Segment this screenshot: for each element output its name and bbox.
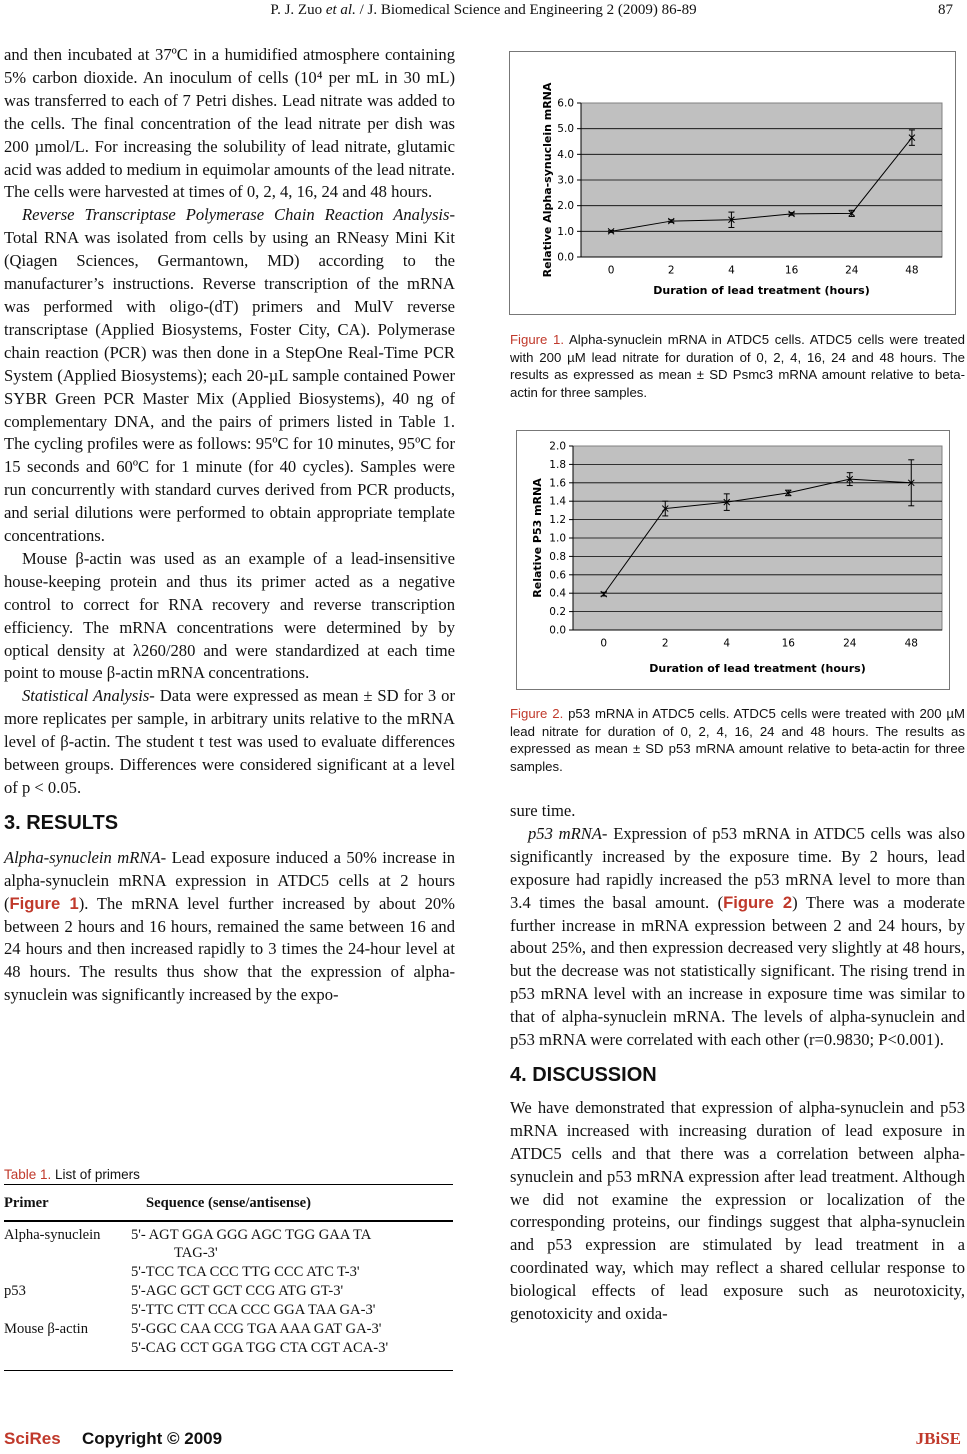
table-header-primer: Primer	[4, 1195, 49, 1211]
y-axis-label: Relative P53 mRNA	[531, 478, 544, 598]
x-tick-label: 0	[600, 637, 608, 650]
x-tick-label: 48	[904, 637, 918, 650]
header-etal: et al.	[325, 2, 356, 18]
x-tick-label: 2	[667, 264, 675, 277]
figure-2-chart-frame	[516, 430, 950, 690]
figure-2-chart	[517, 431, 949, 689]
right-column	[510, 800, 965, 1326]
table-label: Table 1.	[4, 1167, 52, 1182]
x-tick-label: 24	[843, 637, 857, 650]
paragraph-rtpcr	[4, 204, 455, 548]
y-tick-label: 0.6	[549, 569, 566, 582]
alpha-synuclein-heading: Alpha-synuclein mRNA-	[4, 847, 167, 867]
table-cell-seq: TAG-3'	[174, 1245, 218, 1261]
table-cell-primer: Mouse β-actin	[4, 1321, 89, 1337]
y-tick-label: 0.0	[557, 251, 574, 264]
figure-1-caption-text: Alpha-synuclein mRNA in ATDC5 cells. ATDC5 cells were treated with 200 µM lead nitrate for duration of 0, 2, 4, 16, 24 and 48 hours. The results as expressed as mean ± SD Psmc3 mRNA amount relative to beta-actin for three samples.	[510, 332, 966, 400]
x-axis-label: Duration of lead treatment (hours)	[653, 284, 870, 297]
x-axis-label: Duration of lead treatment (hours)	[649, 662, 866, 675]
paragraph-methods-culture: and then incubated at 37ºC in a humidified atmosphere containing 5% carbon dioxide. An inoculum of cells (10⁴ per mL in 30 mL) was transferred to each of 7 Petri dishes. Lead nitrate was added to the cells. The final concentration of the lead nitrate per dish was 200 µmol/L. For increasing the solubility of lead nitrate, glutamic acid was added to medium in equimolar amounts of the lead nitrate. The cells were harvested at times of 0, 2, 4, 16, 24 and 48 hours.	[4, 45, 455, 202]
figure-1-chart-frame	[509, 51, 956, 315]
paragraph-alpha-synuclein	[4, 847, 455, 1007]
table-cell-seq: 5'-GGC CAA CCG TGA AAA GAT GA-3'	[131, 1321, 382, 1337]
left-column	[4, 44, 455, 1007]
y-tick-label: 6.0	[557, 97, 574, 110]
rtpcr-text: Total RNA was isolated from cells by using an RNeasy Mini Kit (Qiagen Sciences, Germantown, MD) according to the manufacturer’s instructions. Reverse transcription of the mRNA was performed with oligo-(dT) primers and MulV reverse transcriptase (Applied Biosystems, Foster City, CA). Polymerase chain reaction (PCR) was then done in a StepOne Real-Time PCR System (Applied Biosystems); each 20-µL sample contained Power SYBR Green PCR Master Mix (Applied Biosystems), 40 ng of complementary DNA, and the pairs of primers listed in Table 1. The cycling profiles were as follows: 95ºC for 10 minutes, 95ºC for 15 seconds and 60ºC for 1 minute (for 40 cycles). Samples were run concurrently with standard curves derived from PCR products, and serial dilutions were performed to obtain appropriate template concentrations.	[4, 228, 455, 546]
footer-copyright: Copyright © 2009	[82, 1429, 223, 1448]
y-tick-label: 0.8	[549, 550, 566, 563]
paragraph-actin: Mouse β-actin was used as an example of a lead-insensitive house-keeping protein and thus its primer acted as a negative control to correct for RNA recovery and reverse transcription efficiency. The mRNA concentrations were determined by by optical density at λ260/280 and were standardized at each time point to mouse β-actin mRNA concentrations.	[4, 548, 455, 683]
paragraph-p53	[510, 823, 965, 1052]
figure-2-caption-text: p53 mRNA in ATDC5 cells. ATDC5 cells were treated with 200 µM lead nitrate for duration of 0, 2, 4, 16, 24 and 48 hours. The results as expressed as mean ± SD p53 mRNA amount relative to beta-actin for three samples.	[510, 706, 965, 774]
page-footer	[0, 1429, 967, 1451]
table-cell-seq: 5'- AGT GGA GGG AGC TGG GAA TA	[131, 1227, 372, 1243]
x-tick-label: 16	[784, 264, 799, 277]
p53-text-b: ) There was a moderate further increase in mRNA expression between 2 and 24 hours, by about 25%, and then expression decreased very slightly at 48 hours, but the decrease was not statistically significant. The rising trend in p53 mRNA level with an increase in exposure time was similar to that of alpha-synuclein mRNA. The levels of alpha-synuclein and p53 mRNA were correlated with each other (r=0.9830; P<0.001).	[510, 892, 966, 1050]
y-tick-label: 1.4	[549, 495, 566, 508]
y-tick-label: 1.0	[557, 225, 574, 238]
p53-text-a: Expression of p53 mRNA in ATDC5 cells was also significantly increased by the exposure time. By 2 hours, lead exposure had rapidly increased the p53 mRNA level to more than 3.4 times the basal amount. (	[510, 823, 965, 912]
table-cell-seq: 5'-TTC CTT CCA CCC GGA TAA GA-3'	[131, 1302, 376, 1318]
x-tick-label: 4	[728, 264, 735, 277]
table-cell-seq: 5'-CAG CCT GGA TGG CTA CGT ACA-3'	[131, 1340, 389, 1356]
header-author: P. J. Zuo	[270, 2, 323, 18]
table-caption	[4, 1167, 453, 1182]
x-tick-label: 0	[607, 264, 615, 277]
y-tick-label: 1.2	[549, 514, 566, 527]
y-tick-label: 2.0	[549, 440, 566, 453]
y-tick-label: 1.0	[549, 532, 566, 545]
primer-table	[4, 1167, 453, 1371]
statistics-heading: Statistical Analysis-	[22, 686, 155, 706]
paragraph-discussion: We have demonstrated that expression of alpha-synuclein and p53 mRNA increased with increasing duration of lead exposure in ATDC5 cells and that there was a correlation between alpha-synuclein and p53 mRNA expression after lead treatment. Although we did not examine the expression or localization of the corresponding proteins, our findings suggest that alpha-synuclein and p53 expression are stimulated by lead treatment in a coordinated way, which may reflect a shared cellular response to biological effects of lead exposure such as neurotoxicity, genotoxicity and oxida-	[510, 1097, 965, 1324]
statistics-text: Data were expressed as mean ± SD for 3 or more replicates per sample, in arbitrary units relative to the mRNA level of β-actin. The student t test was used to evaluate differences between groups. Differences were considered significant at a level of p < 0.05.	[4, 686, 455, 797]
x-tick-label: 4	[723, 637, 731, 650]
paragraph-statistics	[4, 685, 455, 800]
table-header-row	[4, 1185, 453, 1220]
alpha-text-a: Lead exposure induced a 50% increase in alpha-synuclein mRNA expression in ATDC5 cells at 2 hours (	[4, 847, 455, 913]
figure-1-caption	[510, 331, 965, 401]
table-cell-primer: p53	[4, 1283, 26, 1299]
section-heading-discussion: 4. DISCUSSION	[510, 1063, 657, 1086]
table-cell-seq: 5'-TCC TCA CCC TTG CCC ATC T-3'	[131, 1264, 360, 1280]
y-tick-label: 1.8	[549, 458, 566, 471]
footer-journal: JBiSE	[915, 1429, 961, 1448]
y-axis-label: Relative Alpha-synuclein mRNA	[541, 82, 554, 278]
rtpcr-heading: Reverse Transcriptase Polymerase Chain Reaction Analysis-	[22, 205, 455, 225]
y-tick-label: 0.4	[549, 587, 566, 600]
alpha-text-b: ). The mRNA level further increased by about 20% between 2 hours and 16 hours, remained the same between 16 and 24 hours and then increased rapidly to 3 times the 24-hour level at 48 hours. The results thus show that the expression of alpha-synuclein was significantly increased by the expo-	[4, 893, 455, 1005]
y-tick-label: 5.0	[557, 123, 574, 136]
section-heading-results: 3. RESULTS	[4, 811, 119, 834]
y-tick-label: 0.0	[549, 624, 566, 637]
table-cell-seq: 5'-AGC GCT GCT CCG ATG GT-3'	[131, 1283, 344, 1299]
header-journal: / J. Biomedical Science and Engineering 2 (2009) 86-89	[359, 2, 697, 18]
figure-1-link[interactable]: Figure 1	[9, 893, 79, 913]
table-title: List of primers	[51, 1167, 140, 1182]
table-body	[4, 1222, 453, 1370]
table-bottom-rule	[4, 1370, 453, 1371]
figure-1-label: Figure 1.	[510, 332, 565, 347]
y-tick-label: 1.6	[549, 477, 566, 490]
x-tick-label: 2	[661, 637, 669, 650]
figure-2-caption	[510, 705, 965, 775]
running-header	[0, 2, 967, 20]
table-header-sequence: Sequence (sense/antisense)	[146, 1195, 311, 1211]
figure-2-label: Figure 2.	[510, 706, 564, 721]
page-number: 87	[938, 2, 953, 18]
table-cell-primer: Alpha-synuclein	[4, 1227, 101, 1243]
figure-2-link[interactable]: Figure 2	[723, 892, 793, 912]
footer-brand: SciRes	[4, 1429, 61, 1448]
y-tick-label: 2.0	[557, 200, 574, 213]
y-tick-label: 3.0	[557, 174, 574, 187]
x-tick-label: 16	[781, 637, 795, 650]
p53-heading: p53 mRNA-	[528, 823, 608, 843]
y-tick-label: 0.2	[549, 606, 566, 619]
paragraph-continued: sure time.	[510, 801, 576, 820]
figure-1-chart	[510, 52, 955, 314]
x-tick-label: 48	[905, 264, 919, 277]
y-tick-label: 4.0	[557, 148, 574, 161]
x-tick-label: 24	[845, 264, 859, 277]
